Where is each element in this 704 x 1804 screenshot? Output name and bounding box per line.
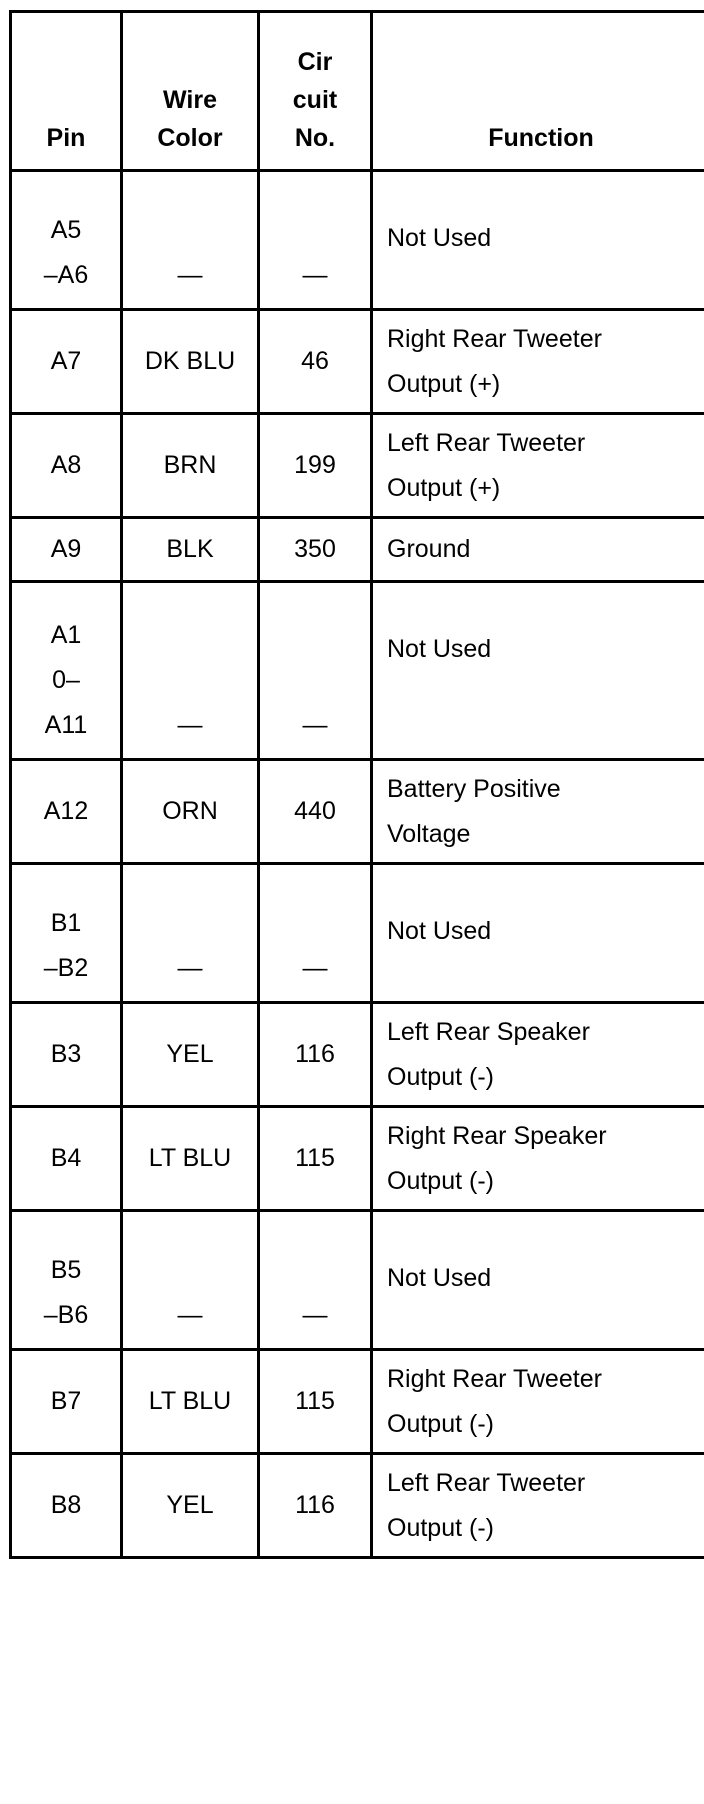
wire-color-text: — [177,711,203,739]
function-text: Output (-) [387,1409,494,1438]
function-text: Not Used [387,635,492,663]
pin-cell [11,171,122,310]
pin-cell [11,582,122,760]
pin-text: –A6 [43,261,89,289]
circuit-number-cell [259,414,372,518]
function-text: Right Rear Tweeter [387,324,602,353]
pin-text: B1 [50,909,82,937]
table-row [11,864,704,1003]
table-row [11,1003,704,1107]
wire-color-text: — [177,1301,203,1329]
wire-color-cell [122,518,259,582]
function-text: Battery Positive [387,774,561,803]
function-cell [372,518,704,582]
wire-color-cell [122,760,259,864]
header-wire-line2: Color [157,124,223,152]
pin-text: A12 [43,797,89,825]
pin-cell [11,760,122,864]
circuit-number-text: 115 [295,1387,335,1415]
function-text: Output (-) [387,1062,494,1091]
header-function [372,12,704,171]
table-row [11,582,704,760]
wire-color-text: — [177,261,203,289]
pin-cell [11,1107,122,1211]
wire-color-text: ORN [162,797,218,825]
table-row [11,1211,704,1350]
header-circuit-line1: Cir [297,48,333,76]
circuit-number-cell [259,518,372,582]
function-cell [372,1454,704,1558]
header-pin [11,12,122,171]
wire-color-cell [122,1003,259,1107]
circuit-number-text: 116 [295,1491,335,1519]
circuit-number-text: — [302,954,328,982]
pin-cell [11,1003,122,1107]
function-text: Not Used [387,1264,492,1292]
function-text: Ground [387,535,471,563]
pin-text: B3 [50,1040,82,1068]
wire-color-cell [122,171,259,310]
circuit-number-cell [259,1107,372,1211]
table-row [11,1350,704,1454]
pin-text: –B2 [43,954,89,982]
circuit-number-cell [259,582,372,760]
pin-cell [11,518,122,582]
pin-text: A11 [44,711,88,739]
wire-color-cell [122,1107,259,1211]
table-row [11,414,704,518]
wire-color-text: BLK [166,535,214,563]
function-text: Output (+) [387,473,501,502]
function-text: Not Used [387,224,492,252]
table-row [11,518,704,582]
function-text: Not Used [387,917,492,945]
function-cell [372,1211,704,1350]
wire-color-cell [122,582,259,760]
wire-color-text: YEL [166,1040,214,1068]
function-text: Left Rear Tweeter [387,428,586,457]
circuit-number-cell [259,310,372,414]
circuit-number-cell [259,760,372,864]
pin-cell [11,1454,122,1558]
pin-cell [11,864,122,1003]
function-text: Voltage [387,819,471,848]
function-text: Right Rear Speaker [387,1121,607,1150]
table-row [11,1454,704,1558]
table-body [11,171,704,1558]
function-cell [372,1350,704,1454]
wire-color-cell [122,310,259,414]
wire-color-cell [122,414,259,518]
circuit-number-text: — [302,261,328,289]
pin-cell [11,1350,122,1454]
circuit-number-text: — [302,711,328,739]
function-cell [372,864,704,1003]
circuit-number-cell [259,1211,372,1350]
circuit-number-cell [259,1003,372,1107]
function-cell [372,1107,704,1211]
table-row [11,760,704,864]
pin-text: 0– [52,666,80,694]
function-cell [372,171,704,310]
wire-color-cell [122,1454,259,1558]
circuit-number-cell [259,1454,372,1558]
pin-text: A7 [50,347,82,375]
header-circuit-no [259,12,372,171]
function-text: Left Rear Speaker [387,1017,590,1046]
pin-text: –B6 [43,1301,89,1329]
header-circuit-line2: cuit [292,86,338,114]
header-pin-label: Pin [46,124,86,152]
header-function-label: Function [488,124,594,152]
table-row [11,310,704,414]
wire-color-cell [122,1211,259,1350]
function-text: Left Rear Tweeter [387,1468,586,1497]
circuit-number-cell [259,1350,372,1454]
pin-text: B5 [50,1256,82,1284]
pin-text: A9 [50,535,82,563]
function-text: Output (+) [387,369,501,398]
circuit-number-text: 115 [295,1144,335,1172]
circuit-number-text: — [302,1301,328,1329]
circuit-number-text: 46 [301,347,329,375]
wire-color-cell [122,1350,259,1454]
table-header-row [11,12,704,171]
circuit-number-text: 440 [294,797,336,825]
pin-text: B4 [50,1144,82,1172]
table-row [11,1107,704,1211]
wire-color-text: LT BLU [148,1144,232,1172]
header-wire-color [122,12,259,171]
pin-cell [11,1211,122,1350]
pin-text: A5 [50,216,82,244]
circuit-number-text: 350 [294,535,336,563]
circuit-number-cell [259,171,372,310]
function-text: Output (-) [387,1513,494,1542]
header-circuit-line3: No. [294,124,336,152]
pin-cell [11,414,122,518]
function-cell [372,414,704,518]
pin-text: A1 [50,621,82,649]
wire-color-text: DK BLU [144,347,236,375]
wire-color-text: — [177,954,203,982]
pin-text: B7 [50,1387,82,1415]
pin-cell [11,310,122,414]
circuit-number-text: 116 [295,1040,335,1068]
function-text: Output (-) [387,1166,494,1195]
wire-color-text: BRN [163,451,217,479]
pin-text: B8 [50,1491,82,1519]
wire-color-cell [122,864,259,1003]
function-cell [372,760,704,864]
function-cell [372,1003,704,1107]
function-cell [372,582,704,760]
circuit-number-cell [259,864,372,1003]
table-row [11,171,704,310]
function-text: Right Rear Tweeter [387,1364,602,1393]
wire-color-text: YEL [166,1491,214,1519]
wire-color-text: LT BLU [148,1387,232,1415]
pin-text: A8 [50,451,82,479]
function-cell [372,310,704,414]
header-wire-line1: Wire [163,86,217,114]
circuit-number-text: 199 [294,451,336,479]
pin-function-table [9,10,704,1559]
